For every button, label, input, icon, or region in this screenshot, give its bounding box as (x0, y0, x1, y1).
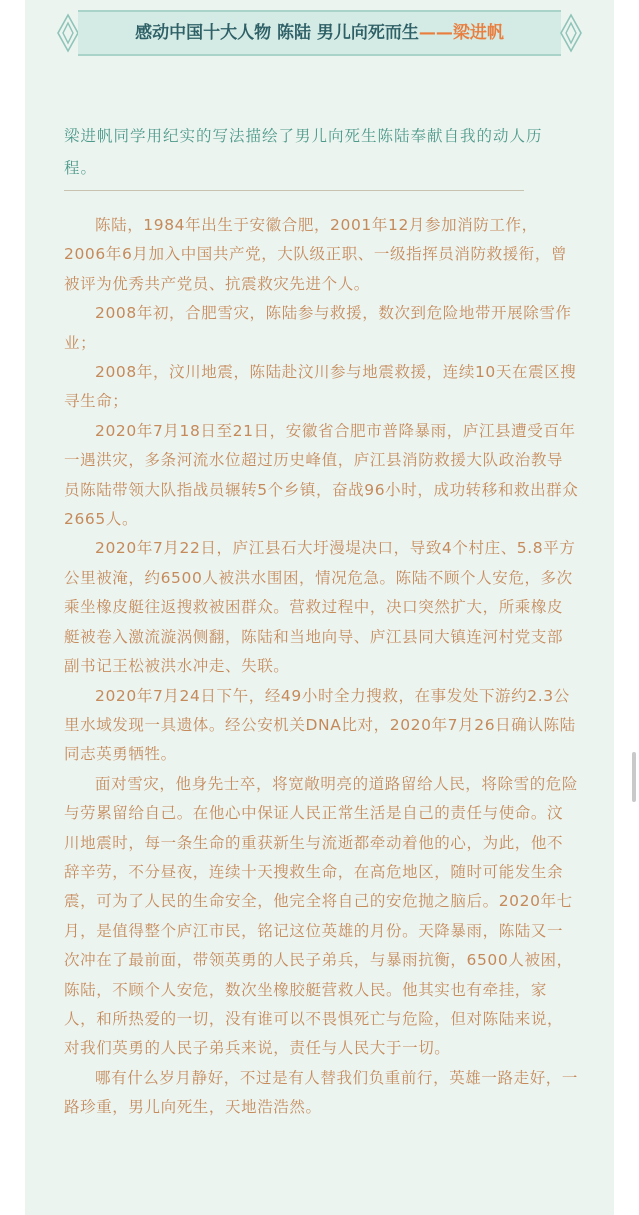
paragraph: 哪有什么岁月静好，不过是有人替我们负重前行，英雄一路走好，一路珍重，男儿向死生，天地浩浩然。 (64, 1068, 579, 1117)
paragraph: 2008年初，合肥雪灾，陈陆参与救援，数次到危险地带开展除雪作业； (64, 304, 572, 352)
title-author: ——梁进帆 (418, 23, 504, 43)
paragraph: 2020年7月22日，庐江县石大圩漫堤决口，导致4个村庄、5.8平方公里被淹，约6500人被洪水围困，情况危急。陈陆不顾个人安危，多次乘坐橡皮艇往返搜救被困群众。营救过程中，决口突然扩大，所乘橡皮艇被卷入激流漩涡侧翻，陈陆和当地向导、庐江县同大镇连河村党支部副书记王松被洪水冲走、失联。 (64, 539, 576, 676)
paragraph: 陈陆，1984年出生于安徽合肥，2001年12月参加消防工作，2006年6月加入中国共产党，大队级正职、一级指挥员消防救援衔，曾被评为优秀共产党员、抗震救灾先进个人。 (64, 216, 568, 293)
paragraph: 2008年，汶川地震，陈陆赴汶川参与地震救援，连续10天在震区搜寻生命； (64, 363, 577, 411)
article-title (92, 10, 547, 56)
intro-text: 梁进帆同学用纪实的写法描绘了男儿向死生陈陆奉献自我的动人历程。 (64, 127, 543, 177)
paragraph: 面对雪灾，他身先士卒，将宽敞明亮的道路留给人民，将除雪的危险与劳累留给自己。在他心中保证人民正常生活是自己的责任与使命。汶川地震时，每一条生命的重获新生与流逝都牵动着他的心，为此，他不辞辛劳，不分昼夜，连续十天搜救生命，在高危地区，随时可能发生余震，可为了人民的生命安全，他完全将自己的安危抛之脑后。2020年七月，是值得整个庐江市民，铭记这位英雄的月份。天降暴雨，陈陆又一次冲在了最前面，带领英勇的人民子弟兵，与暴雨抗衡，6500人被困，陈陆，不顾个人安危，数次坐橡胶艇营救人民。他其实也有牵挂，家人，和所热爱的一切，没有谁可以不畏惧死亡与危险，但对陈陆来说，对我们英勇的人民子弟兵来说，责任与人民大于一切。 (64, 774, 579, 1058)
paragraph: 2020年7月18日至21日，安徽省合肥市普降暴雨，庐江县遭受百年一遇洪灾，多条河流水位超过历史峰值，庐江县消防救援大队政治教导员陈陆带领大队指战员辗转5个乡镇，奋战96小时，成功转移和救出群众2665人。 (64, 421, 579, 529)
article-body (64, 211, 579, 1123)
divider (64, 190, 524, 191)
diamond-ornament-right-icon (559, 12, 583, 54)
diamond-ornament-left-icon (56, 12, 80, 54)
scrollbar[interactable] (632, 752, 636, 802)
title-banner (56, 4, 583, 62)
title-main: 感动中国十大人物 陈陆 男儿向死而生 (135, 23, 419, 43)
paragraph: 2020年7月24日下午，经49小时全力搜救，在事发处下游约2.3公里水域发现一具遗体。经公安机关DNA比对，2020年7月26日确认陈陆同志英勇牺牲。 (64, 686, 576, 764)
